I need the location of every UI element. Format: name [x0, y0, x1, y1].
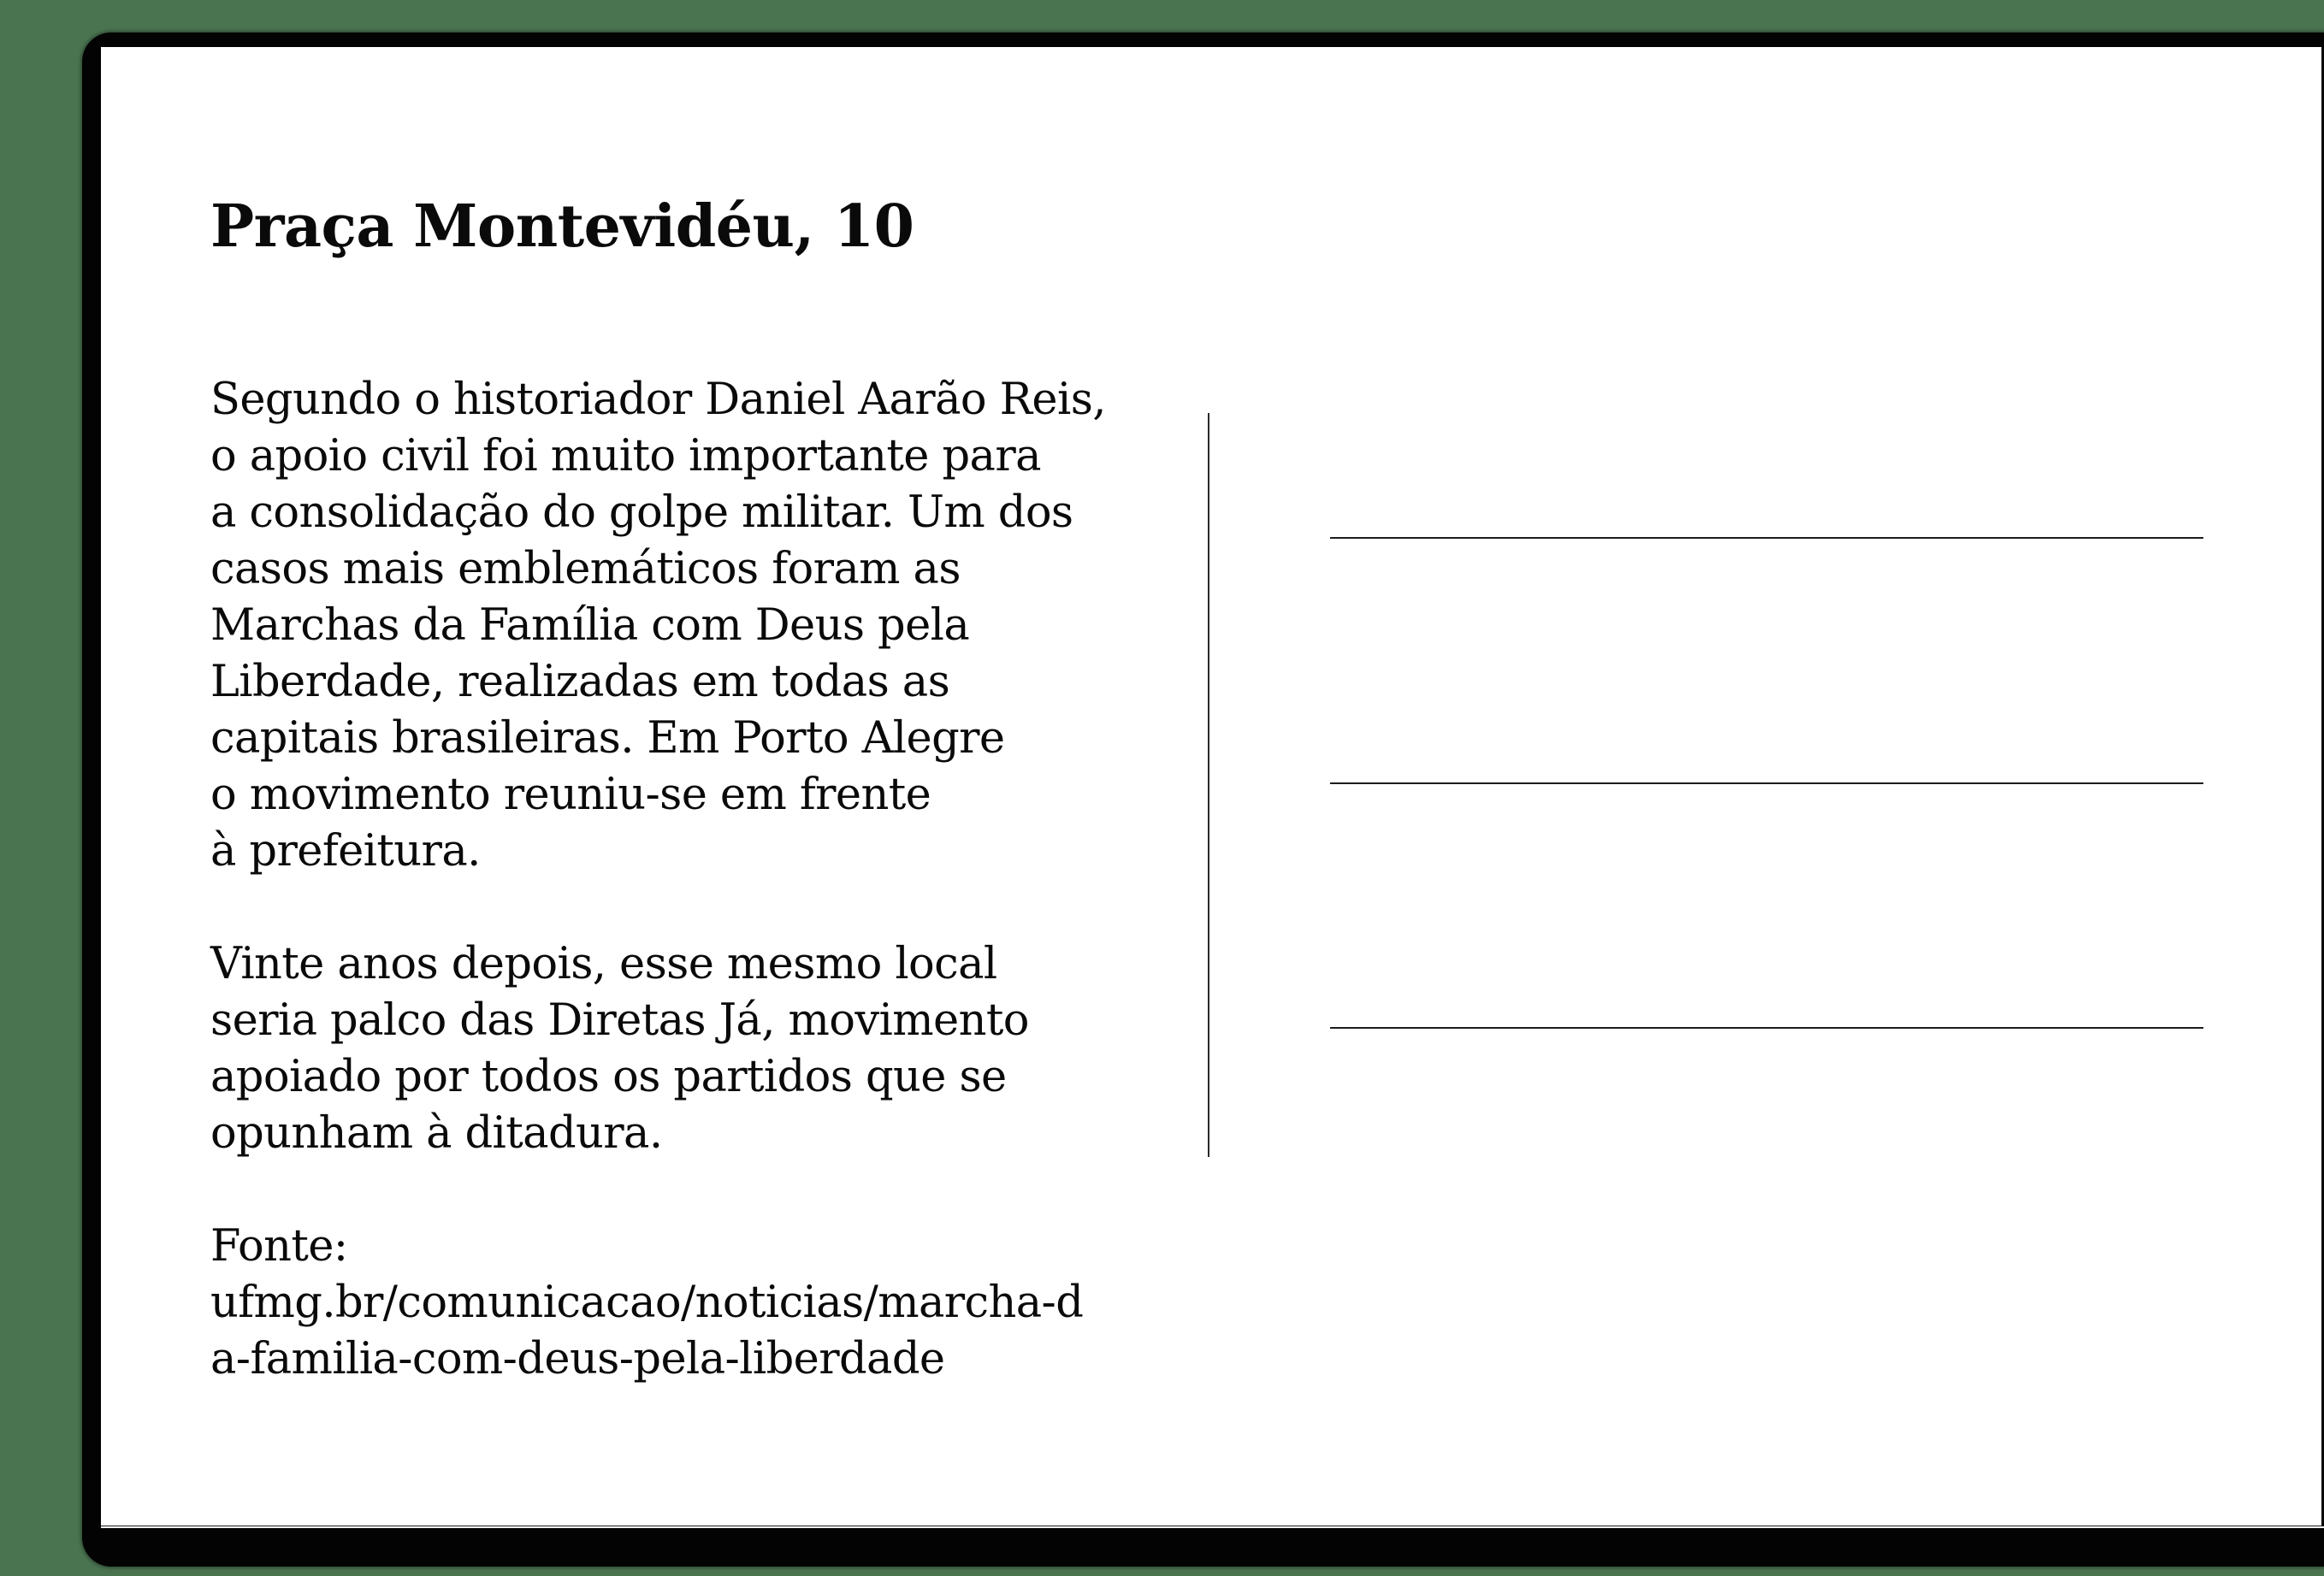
text-line: o movimento reuniu-se em frente: [210, 770, 931, 820]
text-line: Segundo o historiador Daniel Aarão Reis,: [210, 375, 1106, 425]
postcard-back: [101, 47, 2324, 1526]
source-label: Fonte:: [210, 1221, 348, 1272]
text-line: à prefeitura.: [210, 826, 481, 877]
paragraph-2: [210, 936, 1177, 1162]
text-line: apoiado por todos os partidos que se: [210, 1052, 1007, 1102]
text-line: seria palco das Diretas Já, movimento: [210, 995, 1029, 1046]
postcard-title: Praça Montevidéu, 10: [210, 192, 914, 261]
paragraph-1: [210, 372, 1177, 880]
text-line: Vinte anos depois, esse mesmo local: [210, 939, 997, 989]
text-line: Liberdade, realizadas em todas as: [210, 657, 950, 707]
address-line-2: [1330, 782, 2203, 784]
message-area: [210, 372, 1177, 1444]
address-line-1: [1330, 537, 2203, 539]
text-line: casos mais emblemáticos foram as: [210, 544, 961, 594]
text-line: Marchas da Família com Deus pela: [210, 600, 970, 651]
text-line: opunham à ditadura.: [210, 1108, 663, 1159]
text-line: a consolidação do golpe militar. Um dos: [210, 487, 1073, 538]
source-citation: [210, 1219, 1177, 1388]
source-url-line: ufmg.br/comunicacao/noticias/marcha-d: [210, 1278, 1084, 1328]
text-line: capitais brasileiras. Em Porto Alegre: [210, 713, 1005, 764]
vertical-divider: [1208, 413, 1209, 1157]
text-line: o apoio civil foi muito importante para: [210, 431, 1041, 481]
address-line-3: [1330, 1027, 2203, 1029]
source-url-line: a-familia-com-deus-pela-liberdade: [210, 1334, 945, 1384]
